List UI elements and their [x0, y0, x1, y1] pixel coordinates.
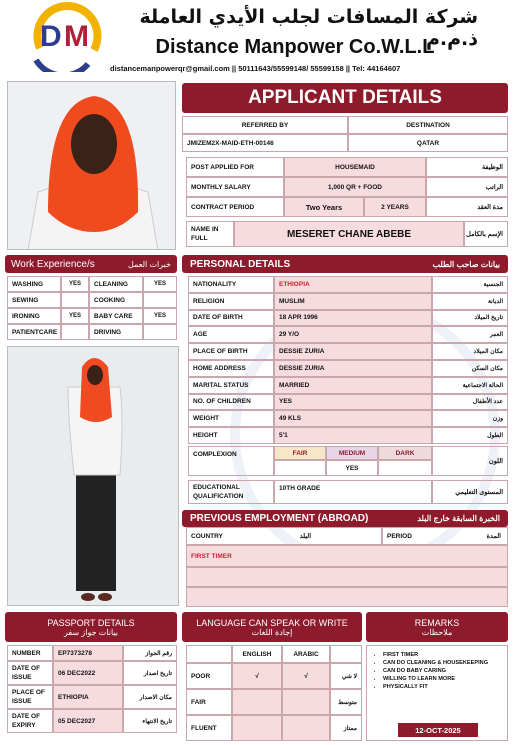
- personal-row-label: HEIGHT: [188, 427, 274, 444]
- personal-row-arabic: الديانة: [432, 293, 508, 310]
- remarks-title-arabic: ملاحظات: [421, 627, 453, 637]
- passport-row-value: 06 DEC2022: [53, 661, 123, 685]
- applicant-details-title: APPLICANT DETAILS: [182, 83, 508, 113]
- passport-row-arabic: تاريخ الانتهاء: [123, 709, 177, 733]
- destination-label: DESTINATION: [348, 116, 508, 134]
- complexion-selected: YES: [326, 460, 378, 476]
- remarks-date: 12-OCT-2025: [398, 723, 478, 737]
- personal-row-label: WEIGHT: [188, 410, 274, 427]
- language-title: LANGUAGE CAN SPEAK OR WRITE: [196, 617, 348, 628]
- passport-row-label: PLACE OF ISSUE: [7, 685, 53, 709]
- name-label: NAME IN FULL: [186, 221, 234, 247]
- passport-row-value: ETHIOPIA: [53, 685, 123, 709]
- work-skill-label: DRIVING: [89, 324, 143, 340]
- language-arabic-level: [282, 689, 330, 715]
- remarks-item: • WILLING TO LEARN MORE: [383, 675, 507, 683]
- personal-row-value: MUSLIM: [274, 293, 432, 310]
- svg-text:D: D: [40, 20, 62, 53]
- remarks-title: REMARKS: [414, 617, 460, 628]
- destination-value: QATAR: [348, 134, 508, 152]
- personal-row-value: ETHIOPIA: [274, 276, 432, 293]
- complexion-fair: FAIR: [274, 446, 326, 460]
- language-row-label: POOR: [186, 663, 232, 689]
- work-experience-title: Work Experience/s: [11, 258, 95, 270]
- contract-label: CONTRACT PERIOD: [186, 197, 284, 217]
- personal-row-arabic: الجنسية: [432, 276, 508, 293]
- referred-by-value: JMIZEM2X-MAID-ETH-00146: [182, 134, 348, 152]
- personal-row-value: 49 KLS: [274, 410, 432, 427]
- work-skill-value: YES: [143, 276, 177, 292]
- personal-row-label: HOME ADDRESS: [188, 360, 274, 377]
- language-title-arabic: إجادة اللغات: [251, 627, 293, 637]
- work-skill-value: YES: [143, 308, 177, 324]
- name-value: MESERET CHANE ABEBE: [234, 221, 464, 247]
- remarks-item: • PHYSICALLY FIT: [383, 683, 507, 691]
- personal-row-label: NO. OF CHILDREN: [188, 394, 274, 411]
- work-skill-value: [143, 324, 177, 340]
- language-row-label: FLUENT: [186, 715, 232, 741]
- personal-row-value: DESSIE ZURIA: [274, 360, 432, 377]
- name-arabic: الإسم بالكامل: [464, 221, 508, 247]
- company-name-english: Distance Manpower Co.W.L.L: [155, 36, 435, 58]
- previous-employment-title-arabic: الخبرة السابقة خارج البلد: [417, 514, 500, 523]
- personal-details-title: PERSONAL DETAILS: [190, 258, 291, 270]
- work-skill-label: COOKING: [89, 292, 143, 308]
- applicant-full-body-photo: [7, 346, 179, 606]
- work-skill-label: SEWING: [7, 292, 61, 308]
- passport-header: [5, 612, 177, 642]
- passport-row-arabic: مكان الاصدار: [123, 685, 177, 709]
- education-label: EDUCATIONAL QUALIFICATION: [188, 480, 274, 504]
- language-row-arabic: متوسط: [330, 689, 362, 715]
- work-skill-value: [61, 324, 89, 340]
- personal-row-arabic: تاريخ الميلاد: [432, 310, 508, 327]
- personal-row-label: NATIONALITY: [188, 276, 274, 293]
- language-ar-col: [330, 645, 362, 663]
- remarks-item: • CAN DO CLEANING & HOUSEKEEPING: [383, 659, 507, 667]
- complexion-medium: MEDIUM: [326, 446, 378, 460]
- work-skill-label: IRONING: [7, 308, 61, 324]
- personal-row-label: DATE OF BIRTH: [188, 310, 274, 327]
- language-arabic-level: [282, 715, 330, 741]
- personal-row-value: 29 Y/O: [274, 326, 432, 343]
- personal-row-value: DESSIE ZURIA: [274, 343, 432, 360]
- post-label: POST APPLIED FOR: [186, 157, 284, 177]
- passport-row-label: DATE OF EXPIRY: [7, 709, 53, 733]
- personal-details-title-arabic: بيانات صاحب الطلب: [432, 259, 500, 269]
- company-contact: distancemanpowerqr@gmail.com || 50111643/55599148/ 55599158 || Tel: 44164607: [110, 64, 401, 73]
- passport-row-arabic: رقم الجواز: [123, 645, 177, 661]
- personal-row-arabic: الطول: [432, 427, 508, 444]
- work-experience-header: [5, 255, 177, 273]
- passport-title-arabic: بيانات جواز سفر: [63, 627, 119, 637]
- passport-row-arabic: تاريخ اصدار: [123, 661, 177, 685]
- previous-employment-row-3: [186, 587, 508, 607]
- personal-row-value: YES: [274, 394, 432, 411]
- personal-details-header: [182, 255, 508, 273]
- contract-value-words: Two Years: [284, 197, 364, 217]
- language-row-arabic: لا شي: [330, 663, 362, 689]
- salary-arabic: الراتب: [426, 177, 508, 197]
- personal-row-label: PLACE OF BIRTH: [188, 343, 274, 360]
- language-english-col: ENGLISH: [232, 645, 282, 663]
- complexion-label: COMPLEXION: [188, 446, 274, 476]
- svg-text:M: M: [64, 20, 89, 53]
- language-english-level: √: [232, 663, 282, 689]
- personal-row-label: RELIGION: [188, 293, 274, 310]
- language-english-level: [232, 715, 282, 741]
- language-arabic-level: √: [282, 663, 330, 689]
- personal-row-arabic: وزن: [432, 410, 508, 427]
- remarks-item: • FIRST TIMER: [383, 651, 507, 659]
- personal-row-value: 18 APR 1996: [274, 310, 432, 327]
- passport-row-value: EP7373278: [53, 645, 123, 661]
- language-row-label: FAIR: [186, 689, 232, 715]
- previous-employment-title: PREVIOUS EMPLOYMENT (ABROAD): [190, 513, 369, 524]
- complexion-fair-mark: [274, 460, 326, 476]
- work-skill-label: CLEANING: [89, 276, 143, 292]
- passport-row-label: DATE OF ISSUE: [7, 661, 53, 685]
- country-label: COUNTRY البلد: [186, 527, 382, 545]
- previous-employment-row-2: [186, 567, 508, 587]
- language-row-arabic: ممتاز: [330, 715, 362, 741]
- personal-row-value: 5'1: [274, 427, 432, 444]
- applicant-portrait-photo: [7, 81, 176, 250]
- remarks-item: • CAN DO BABY CARING: [383, 667, 507, 675]
- work-skill-value: YES: [61, 308, 89, 324]
- remarks-header: [366, 612, 508, 642]
- passport-row-label: NUMBER: [7, 645, 53, 661]
- personal-row-arabic: عدد الأطفال: [432, 394, 508, 411]
- work-skill-label: BABY CARE: [89, 308, 143, 324]
- contract-value: 2 YEARS: [364, 197, 426, 217]
- post-arabic: الوظيفة: [426, 157, 508, 177]
- personal-row-arabic: الحالة الاجتماعية: [432, 377, 508, 394]
- post-value: HOUSEMAID: [284, 157, 426, 177]
- personal-row-label: MARITAL STATUS: [188, 377, 274, 394]
- work-skill-label: WASHING: [7, 276, 61, 292]
- personal-row-value: MARRIED: [274, 377, 432, 394]
- language-corner: [186, 645, 232, 663]
- contract-arabic: مدة العقد: [426, 197, 508, 217]
- language-header: [182, 612, 362, 642]
- salary-label: MONTHLY SALARY: [186, 177, 284, 197]
- language-english-level: [232, 689, 282, 715]
- personal-row-arabic: مكان الميلاد: [432, 343, 508, 360]
- personal-row-arabic: العمر: [432, 326, 508, 343]
- passport-title: PASSPORT DETAILS: [47, 617, 135, 628]
- complexion-dark: DARK: [378, 446, 432, 460]
- education-arabic: المستوى التعليمي: [432, 480, 508, 504]
- company-name-arabic: شركة المسافات لجلب الأيدي العاملة ذ.م.م: [139, 6, 478, 50]
- work-skill-value: [61, 292, 89, 308]
- personal-row-label: AGE: [188, 326, 274, 343]
- previous-employment-header: [182, 510, 508, 527]
- company-logo: [28, 2, 104, 72]
- remarks-list: [383, 651, 507, 691]
- complexion-arabic: اللون: [432, 446, 508, 476]
- previous-employment-value: FIRST TIMER: [186, 545, 508, 567]
- personal-row-arabic: مكان السكن: [432, 360, 508, 377]
- work-skill-value: YES: [61, 276, 89, 292]
- work-skill-label: PATIENTCARE: [7, 324, 61, 340]
- salary-value: 1,000 QR + FOOD: [284, 177, 426, 197]
- passport-row-value: 05 DEC2027: [53, 709, 123, 733]
- work-experience-title-arabic: خبرات العمل: [128, 259, 171, 269]
- complexion-dark-mark: [378, 460, 432, 476]
- education-value: 10TH GRADE: [274, 480, 432, 504]
- period-label: PERIOD المدة: [382, 527, 508, 545]
- work-skill-value: [143, 292, 177, 308]
- referred-by-label: REFERRED BY: [182, 116, 348, 134]
- language-arabic-col: ARABIC: [282, 645, 330, 663]
